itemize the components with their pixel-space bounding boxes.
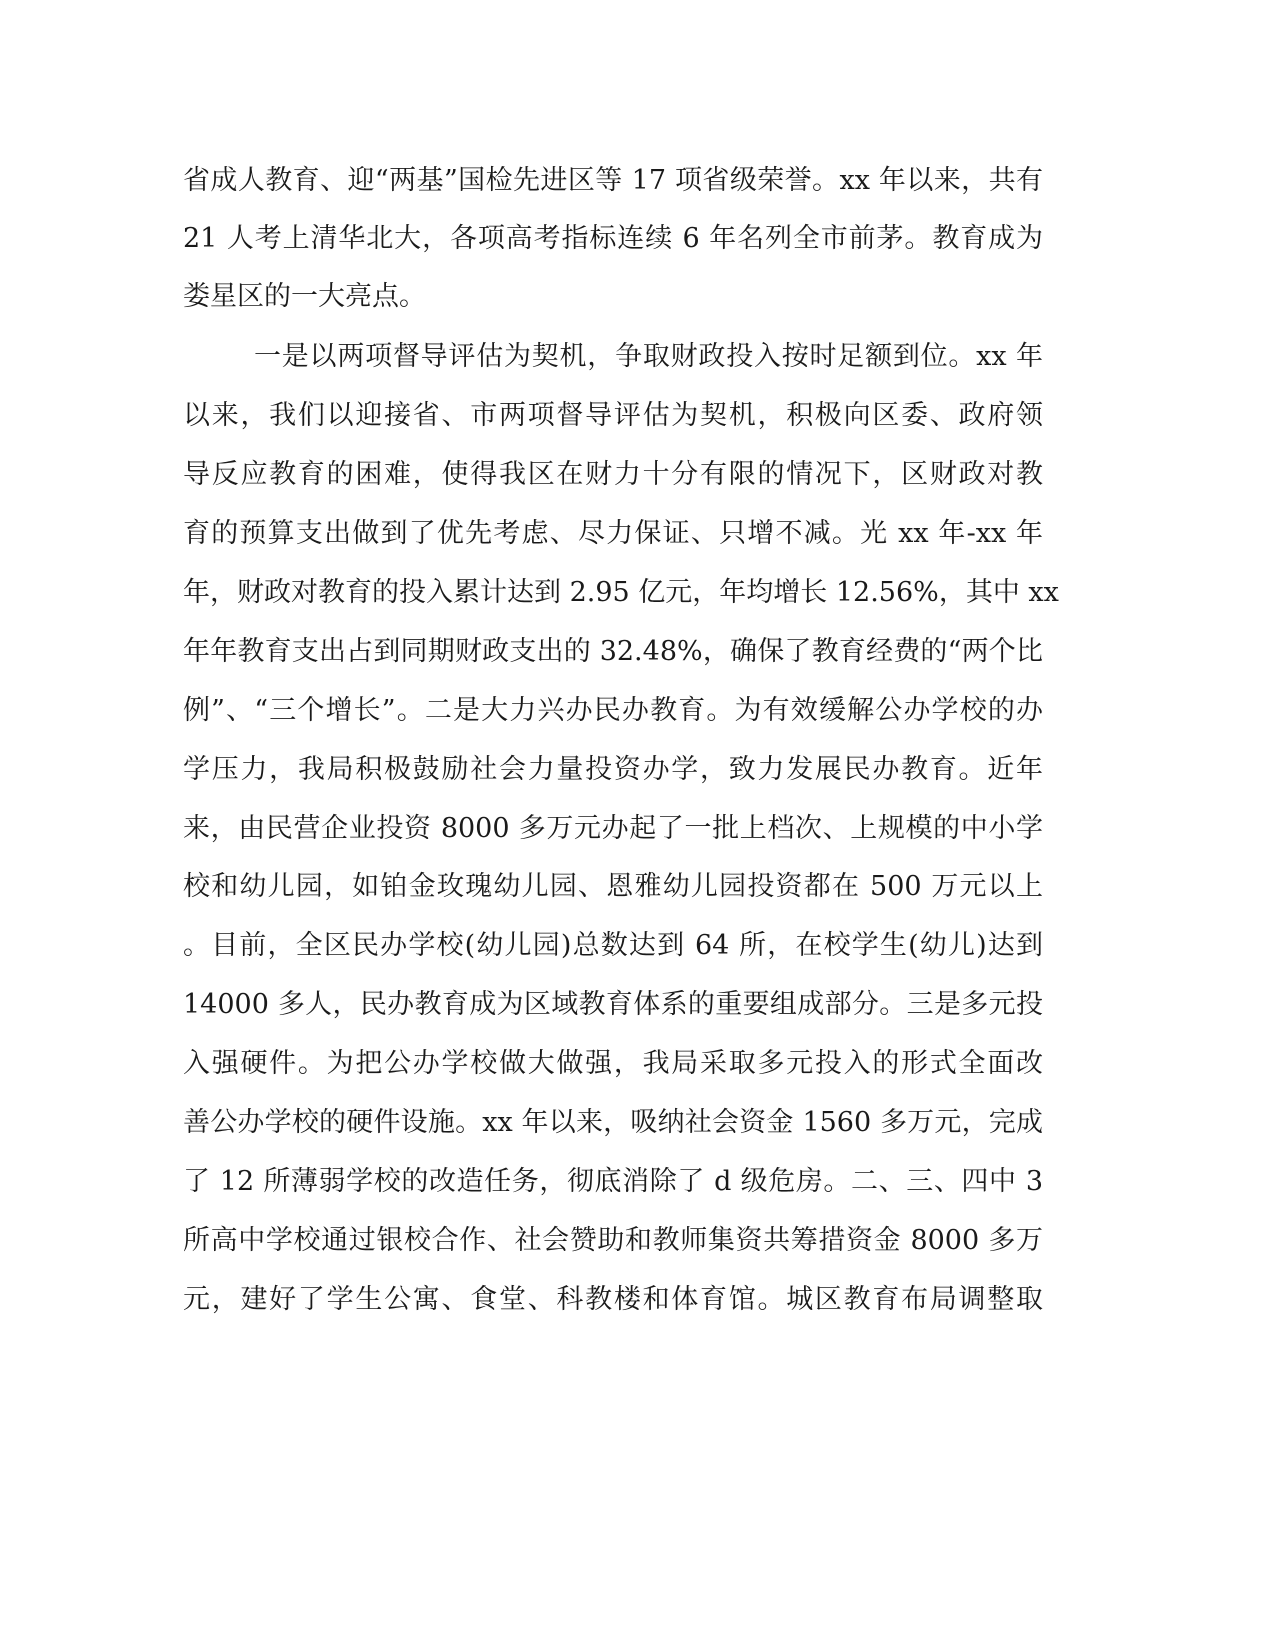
text-line-11: 学压力，我局积极鼓励社会力量投资办学，致力发展民办教育。近年: [183, 754, 1043, 785]
text-line-19: 所高中学校通过银校合作、社会赞助和教师集资共筹措资金 8000 多万: [183, 1225, 1043, 1256]
text-line-13: 校和幼儿园，如铂金玫瑰幼儿园、恩雅幼儿园投资都在 500 万元以上: [183, 871, 1043, 902]
text-line-1: 省成人教育、迎“两基”国检先进区等 17 项省级荣誉。xx 年以来，共有: [183, 165, 1043, 196]
text-line-14: 。目前，全区民办学校(幼儿园)总数达到 64 所，在校学生(幼儿)达到: [183, 930, 1043, 961]
text-line-12: 来，由民营企业投资 8000 多万元办起了一批上档次、上规模的中小学: [183, 813, 1043, 844]
text-line-4: 一是以两项督导评估为契机，争取财政投入按时足额到位。xx 年: [254, 341, 1043, 372]
text-line-15: 14000 多人，民办教育成为区域教育体系的重要组成部分。三是多元投: [183, 989, 1043, 1020]
text-line-10: 例”、“三个增长”。二是大力兴办民办教育。为有效缓解公办学校的办: [183, 695, 1043, 726]
text-line-5: 以来，我们以迎接省、市两项督导评估为契机，积极向区委、政府领: [183, 400, 1043, 431]
text-line-8: 年，财政对教育的投入累计达到 2.95 亿元，年均增长 12.56%，其中 xx: [183, 577, 1059, 608]
text-line-17: 善公办学校的硬件设施。xx 年以来，吸纳社会资金 1560 多万元，完成: [183, 1107, 1043, 1138]
text-line-18: 了 12 所薄弱学校的改造任务，彻底消除了 d 级危房。二、三、四中 3: [183, 1166, 1043, 1197]
text-line-3: 娄星区的一大亮点。: [183, 281, 426, 312]
text-line-7: 育的预算支出做到了优先考虑、尽力保证、只增不减。光 xx 年-xx 年: [183, 518, 1043, 549]
text-line-6: 导反应教育的困难，使得我区在财力十分有限的情况下，区财政对教: [183, 459, 1043, 490]
text-line-16: 入强硬件。为把公办学校做大做强，我局采取多元投入的形式全面改: [183, 1048, 1043, 1079]
text-line-9: 年年教育支出占到同期财政支出的 32.48%，确保了教育经费的“两个比: [183, 636, 1043, 667]
text-line-2: 21 人考上清华北大，各项高考指标连续 6 年名列全市前茅。教育成为: [183, 223, 1043, 254]
text-line-20: 元，建好了学生公寓、食堂、科教楼和体育馆。城区教育布局调整取: [183, 1284, 1043, 1315]
